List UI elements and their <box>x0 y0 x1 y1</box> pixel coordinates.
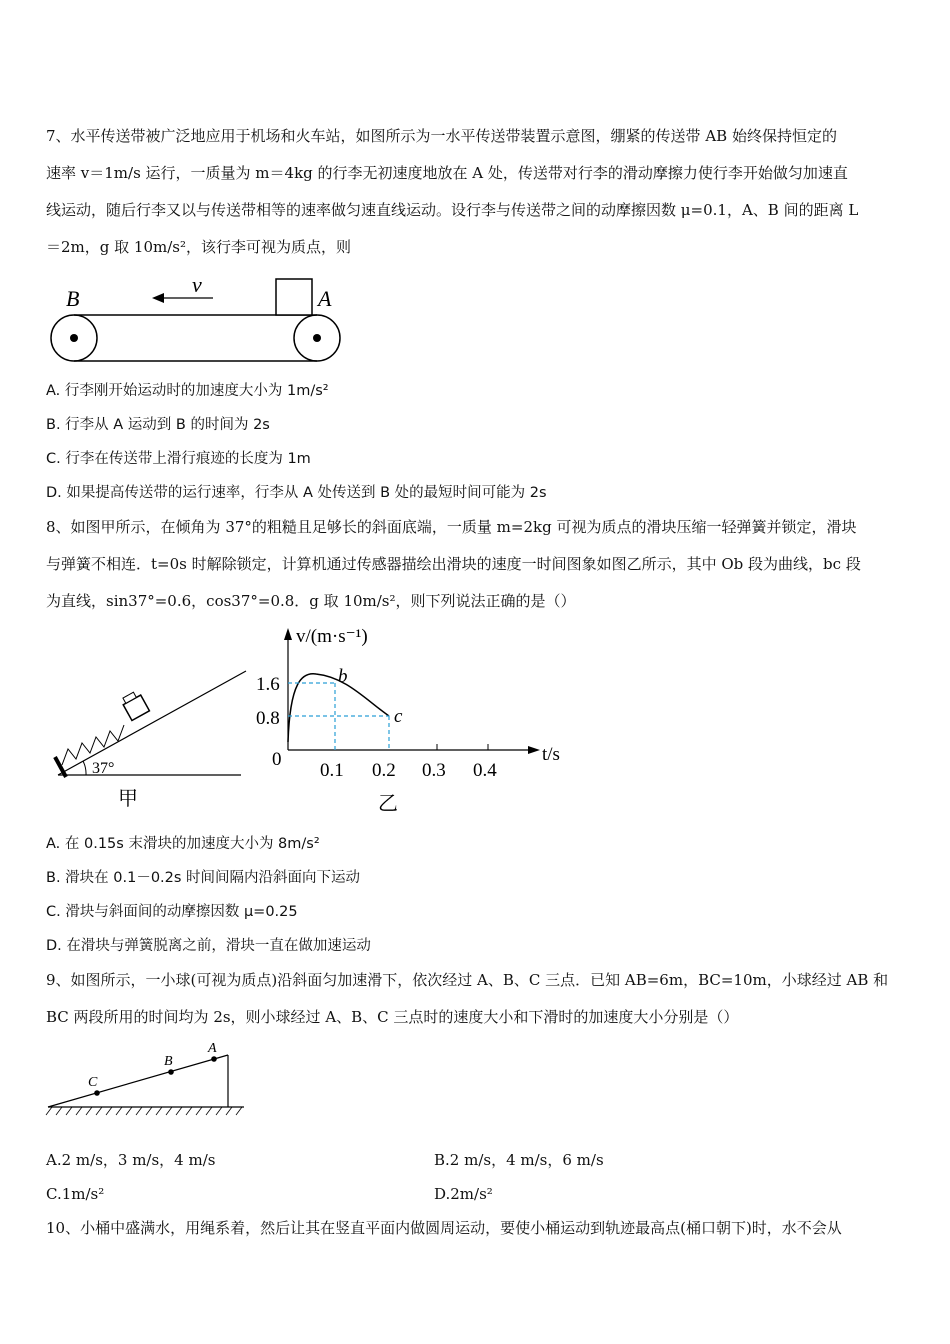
y-tick-1-6: 1.6 <box>256 674 280 695</box>
caption-jia: 甲 <box>118 788 138 810</box>
velocity-time-graph <box>256 622 576 817</box>
q7-line-1: 7、水平传送带被广泛地应用于机场和火车站，如图所示为一水平传送带装置示意图，绷紧的传送带 AB 始终保持恒定的 <box>46 127 837 145</box>
x-tick-0-1: 0.1 <box>320 760 344 781</box>
y-axis-label: v/(m·s⁻¹) <box>296 626 368 647</box>
q7-option-d[interactable]: D. 如果提高传送带的运行速率，行李从 A 处传送到 B 处的最短时间可能为 2s <box>46 485 547 501</box>
q8-line-2: 与弹簧不相连．t=0s 时解除锁定，计算机通过传感器描绘出滑块的速度一时间图象如图乙所示，其中 Ob 段为曲线，bc 段 <box>46 555 861 573</box>
y-tick-0-8: 0.8 <box>256 708 280 729</box>
point-c-label: c <box>394 706 403 727</box>
q9-option-a[interactable]: A.2 m/s，3 m/s，4 m/s <box>46 1151 216 1169</box>
q10-line-1: 10、小桶中盛满水，用绳系着，然后让其在竖直平面内做圆周运动，要使小桶运动到轨迹最高点(桶口朝下)时，水不会从 <box>46 1219 842 1237</box>
q7-option-c[interactable]: C. 行李在传送带上滑行痕迹的长度为 1m <box>46 451 311 467</box>
incline-abc-figure <box>46 1036 246 1120</box>
q7-line-4: ＝2m，g 取 10m/s²，该行李可视为质点，则 <box>46 238 351 256</box>
q9-option-c[interactable]: C.1m/s² <box>46 1185 105 1203</box>
q8-option-c[interactable]: C. 滑块与斜面间的动摩擦因数 μ=0.25 <box>46 904 298 920</box>
q7-option-a[interactable]: A. 行李刚开始运动时的加速度大小为 1m/s² <box>46 383 329 399</box>
q9-option-d[interactable]: D.2m/s² <box>434 1185 493 1203</box>
point-b-label: b <box>338 666 348 687</box>
label-b: B <box>66 286 80 311</box>
q8-line-3: 为直线，sin37°=0.6，cos37°=0.8．g 取 10m/s²，则下列说法正确的是（） <box>46 592 576 610</box>
x-axis-label: t/s <box>542 744 560 765</box>
q8-option-b[interactable]: B. 滑块在 0.1－0.2s 时间间隔内沿斜面向下运动 <box>46 870 361 886</box>
caption-yi: 乙 <box>378 793 398 815</box>
x-tick-0-3: 0.3 <box>422 760 446 781</box>
q9-line-1: 9、如图所示，一小球(可视为质点)沿斜面匀加速滑下，依次经过 A、B、C 三点．已知 AB=6m，BC=10m，小球经过 AB 和 <box>46 971 889 989</box>
q8-option-a[interactable]: A. 在 0.15s 末滑块的加速度大小为 8m/s² <box>46 836 320 852</box>
x-tick-0-2: 0.2 <box>372 760 396 781</box>
origin-label: 0 <box>272 749 282 770</box>
q7-line-2: 速率 v＝1m/s 运行，一质量为 m＝4kg 的行李无初速度地放在 A 处，传送带对行李的滑动摩擦力使行李开始做匀加速直 <box>46 164 848 182</box>
q7-line-3: 线运动，随后行李又以与传送带相等的速率做匀速直线运动。设行李与传送带之间的动摩擦因数 μ=0.1，A、B 间的距离 L <box>46 201 859 219</box>
x-tick-0-4: 0.4 <box>473 760 497 781</box>
q7-option-b[interactable]: B. 行李从 A 运动到 B 的时间为 2s <box>46 417 270 433</box>
q9-option-b[interactable]: B.2 m/s，4 m/s，6 m/s <box>434 1151 604 1169</box>
point-a-label: A <box>208 1041 217 1056</box>
conveyor-belt-figure <box>46 272 346 364</box>
point-b-label: B <box>164 1054 173 1069</box>
q9-line-2: BC 两段所用的时间均为 2s，则小球经过 A、B、C 三点时的速度大小和下滑时的加速度大小分别是（） <box>46 1008 739 1026</box>
label-v: v <box>192 272 202 297</box>
q8-line-1: 8、如图甲所示，在倾角为 37°的粗糙且足够长的斜面底端，一质量 m=2kg 可视为质点的滑块压缩一轻弹簧并锁定，滑块 <box>46 518 857 536</box>
angle-label: 37° <box>92 760 115 777</box>
point-c-label: C <box>88 1075 98 1090</box>
label-a: A <box>318 286 332 311</box>
incline-spring-figure <box>46 665 246 815</box>
q8-option-d[interactable]: D. 在滑块与弹簧脱离之前，滑块一直在做加速运动 <box>46 938 371 954</box>
